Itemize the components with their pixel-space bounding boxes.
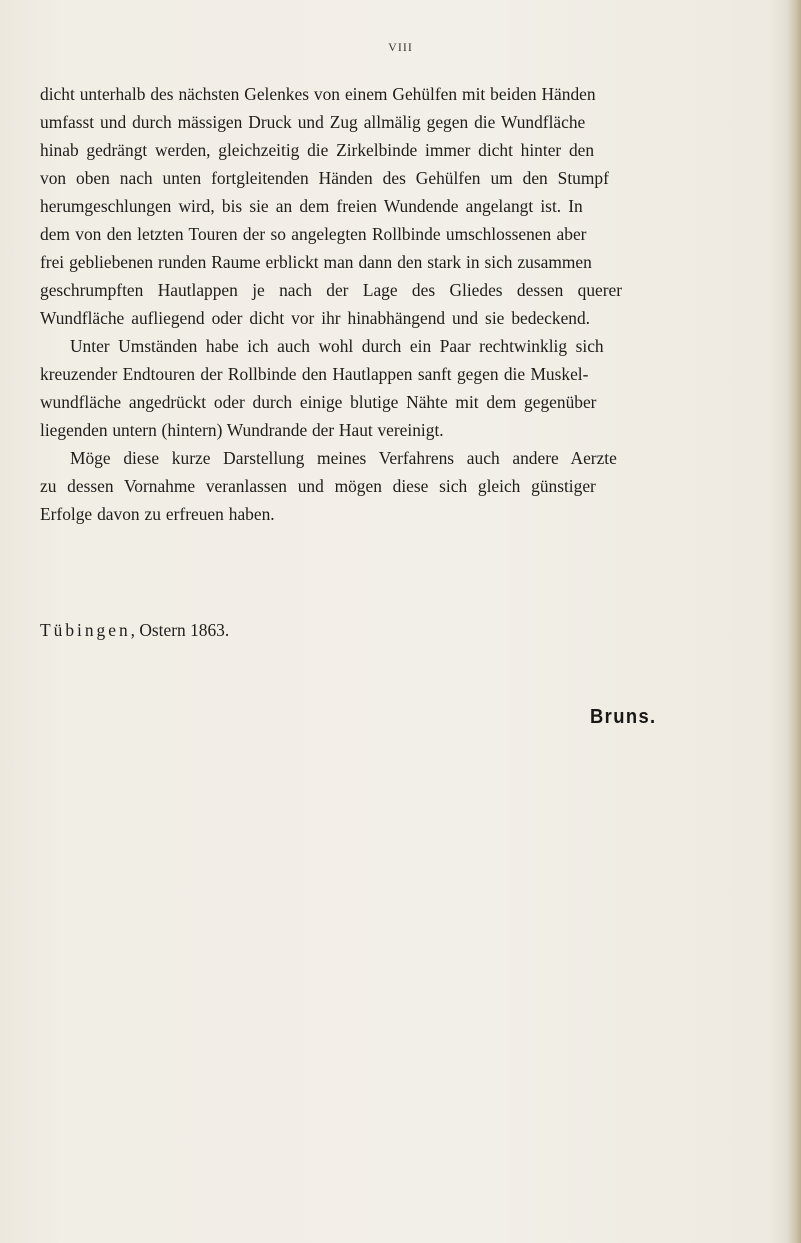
- page-number: VIII: [388, 40, 413, 54]
- text-line: frei gebliebenen runden Raume erblickt man dann den stark in sich zusammen: [40, 252, 592, 272]
- text-line: dicht unterhalb des nächsten Gelenkes von einem Gehülfen mit beiden Händen: [40, 84, 596, 104]
- text-line: von oben nach unten fortgleitenden Händen des Gehülfen um den Stumpf: [40, 168, 609, 188]
- text-line: Erfolge davon zu erfreuen haben.: [40, 504, 275, 524]
- date: , Ostern 1863.: [130, 620, 230, 640]
- text-line: umfasst und durch mässigen Druck und Zug allmälig gegen die Wundfläche: [40, 112, 586, 132]
- text-line: geschrumpften Hautlappen je nach der Lage des Gliedes dessen querer: [40, 280, 623, 300]
- text-line: Möge diese kurze Darstellung meines Verfahrens auch andere Aerzte: [70, 448, 617, 468]
- text-line: herumgeschlungen wird, bis sie an dem freien Wundende angelangt ist. In: [40, 196, 583, 216]
- text-line: wundfläche angedrückt oder durch einige blutige Nähte mit dem gegenüber: [40, 392, 597, 412]
- text-line: Wundfläche aufliegend oder dicht vor ihr hinabhängend und sie bedeckend.: [40, 308, 591, 328]
- place: Tübingen: [40, 620, 131, 640]
- place-date-line: [40, 620, 229, 640]
- text-line: kreuzender Endtouren der Rollbinde den Hautlappen sanft gegen die Muskel-: [40, 364, 589, 384]
- page-edge: [787, 0, 801, 1243]
- text-line: Unter Umständen habe ich auch wohl durch ein Paar rechtwinklig sich: [70, 336, 604, 356]
- text-line: zu dessen Vornahme veranlassen und mögen diese sich gleich günstiger: [40, 476, 596, 496]
- text-line: liegenden untern (hintern) Wundrande der Haut vereinigt.: [40, 420, 444, 440]
- signature: Bruns.: [590, 706, 657, 728]
- text-line: dem von den letzten Touren der so angelegten Rollbinde umschlossenen aber: [40, 224, 587, 244]
- text-line: hinab gedrängt werden, gleichzeitig die Zirkelbinde immer dicht hinter den: [40, 140, 595, 160]
